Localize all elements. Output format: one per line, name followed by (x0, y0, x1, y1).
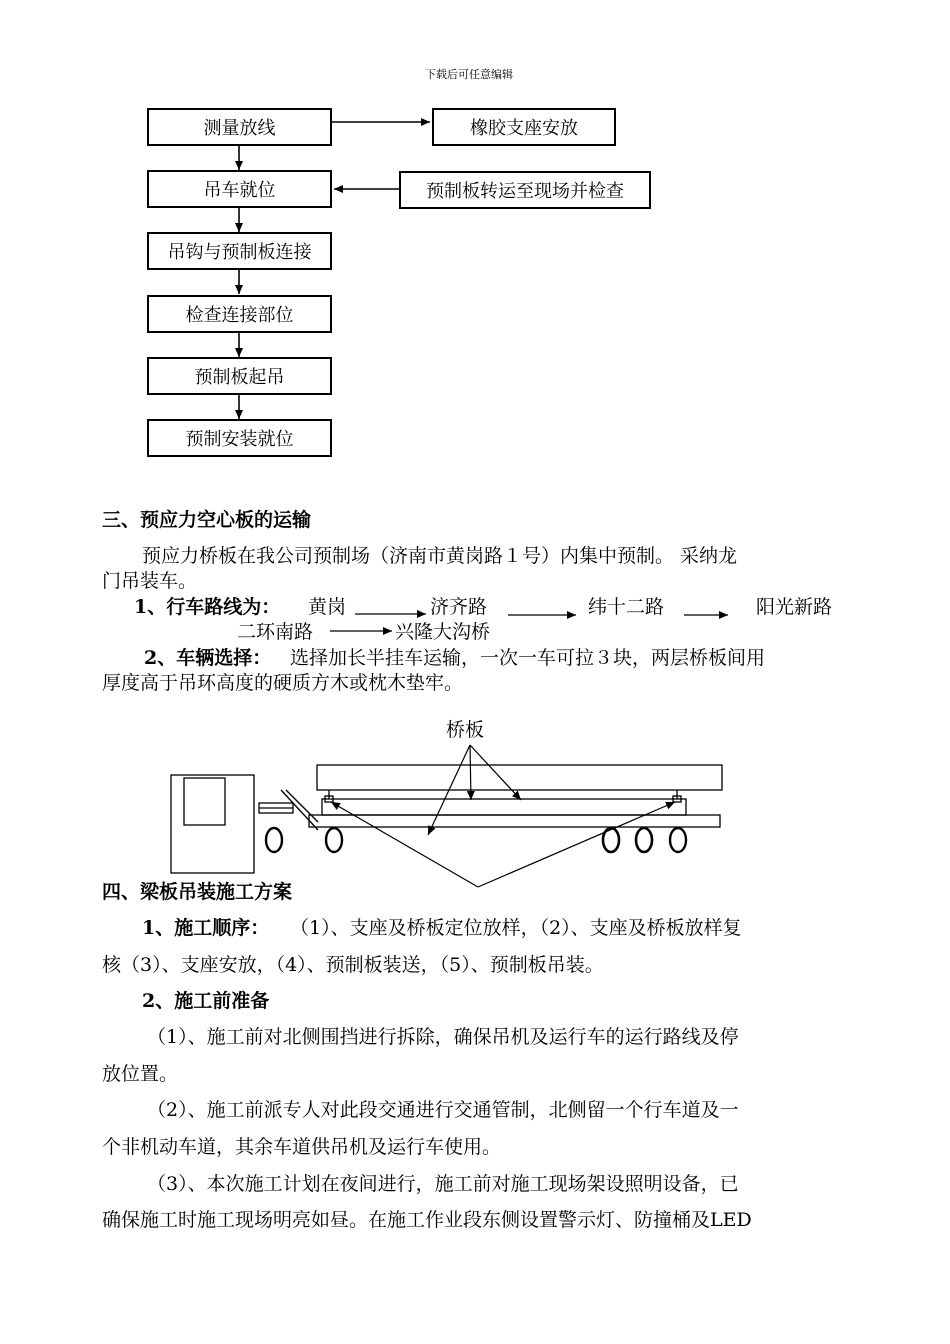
vehicle-line1: 选择加长半挂车运输，一次一车可拉３块，两层桥板间用 (290, 647, 766, 669)
route-stop-huanggang: 黄岗 (308, 596, 347, 618)
section3-intro-line1: 预应力桥板在我公司预制场（济南市黄岗路１号）内集中预制。 采纳龙 (142, 545, 738, 567)
prep-label: 2、施工前准备 (142, 990, 270, 1012)
wheel (266, 828, 282, 852)
wheel (326, 828, 342, 852)
route-stop-jiqi-road: 济齐路 (430, 596, 488, 618)
slab-label: 桥板 (446, 719, 485, 741)
flow-step-survey: 测量放线 (147, 108, 332, 146)
wheel (636, 828, 652, 852)
prep-item1-line2: 放位置。 (102, 1063, 179, 1085)
truck-window (184, 778, 225, 825)
prep-item1-line1: （1）、施工前对北侧围挡进行拆除，确保吊机及运行车的运行路线及停 (147, 1026, 739, 1048)
pointer-slab-2 (470, 745, 471, 800)
slab-lower (322, 799, 686, 815)
pointer-slab-3 (470, 745, 521, 800)
flow-step-crane: 吊车就位 (147, 170, 332, 208)
trailer-gooseneck (281, 790, 318, 830)
route-stop-xinglong-bridge: 兴隆大沟桥 (395, 621, 491, 643)
route-stop-weishier-road: 纬十二路 (588, 596, 665, 618)
flow-step-check: 检查连接部位 (147, 295, 332, 333)
order-line2: 核（3）、支座安放，（4）、预制板装送，（5）、预制板吊装。 (102, 954, 604, 976)
section3-title: 三、预应力空心板的运输 (102, 509, 312, 531)
page-header: 下载后可任意编辑 (425, 68, 513, 81)
route-stop-erhuannan-road: 二环南路 (237, 621, 314, 643)
route-stop-yangguangxin-road: 阳光新路 (756, 596, 833, 618)
flow-step-install: 预制安装就位 (147, 419, 332, 457)
vehicle-line2: 厚度高于吊环高度的硬质方木或枕木垫牢。 (102, 672, 464, 694)
vehicle-label: 2、车辆选择： (144, 647, 272, 669)
route-label: 1、行车路线为： (134, 596, 281, 618)
section4-title: 四、梁板吊装施工方案 (102, 881, 293, 903)
order-label: 1、施工顺序： (142, 917, 270, 939)
order-line1: （1）、支座及桥板定位放样，（2）、支座及桥板放样复 (290, 917, 742, 939)
flow-step-bearing: 橡胶支座安放 (432, 108, 616, 146)
prep-item2-line2: 个非机动车道，其余车道供吊机及运行车使用。 (102, 1136, 502, 1158)
truck-diagram (171, 765, 722, 873)
flow-step-hook: 吊钩与预制板连接 (147, 232, 332, 270)
flow-step-transport: 预制板转运至现场并检查 (399, 171, 651, 209)
prep-item2-line1: （2）、施工前派专人对此段交通进行交通管制，北侧留一个行车道及一 (147, 1099, 739, 1121)
prep-item3-line2: 确保施工时施工现场明亮如昼。在施工作业段东侧设置警示灯、防撞桶及LED (102, 1209, 752, 1231)
section3-intro-line2: 门吊装车。 (102, 570, 198, 592)
prep-item3-line1: （3）、本次施工计划在夜间进行，施工前对施工现场架设照明设备，已 (147, 1173, 739, 1195)
flow-step-lift: 预制板起吊 (147, 357, 332, 395)
slab-upper (317, 765, 722, 790)
wheel (670, 828, 686, 852)
